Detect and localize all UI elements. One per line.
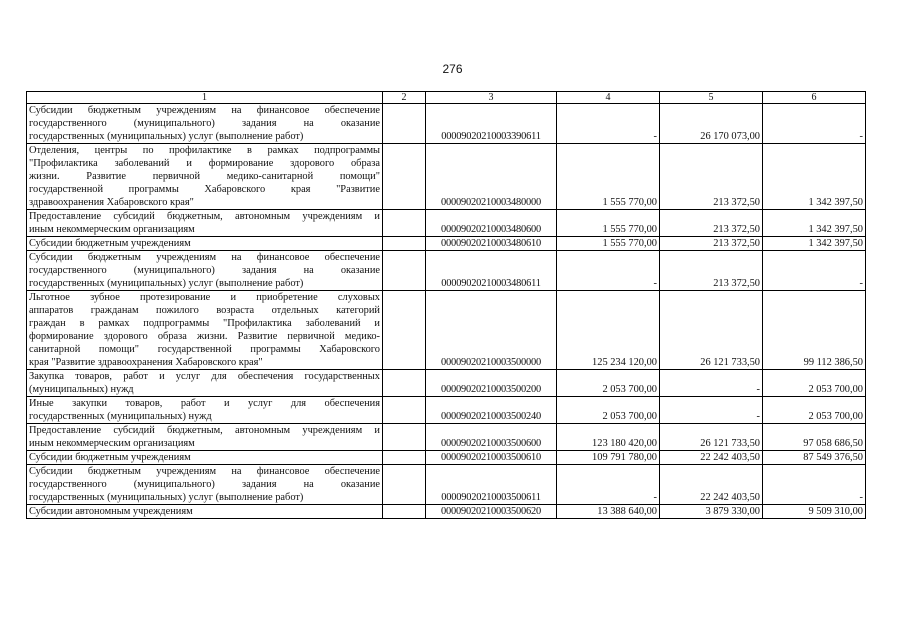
row-col2-cell (383, 370, 426, 397)
row-name-cell (27, 424, 383, 451)
row-name-line: Субсидии бюджетным учреждениям на финансовое обеспечение (29, 252, 380, 263)
row-value-col4: 125 234 120,00 (557, 291, 660, 370)
row-value-col6: 2 053 700,00 (763, 397, 866, 424)
row-name-line: государственных (муниципальных) услуг (выполнение работ) (29, 492, 304, 503)
row-value-col6: - (763, 465, 866, 505)
row-name-cell (27, 210, 383, 237)
row-code-cell: 00009020210003480000 (426, 144, 557, 210)
row-value-col4: 2 053 700,00 (557, 370, 660, 397)
row-value-col4: 109 791 780,00 (557, 451, 660, 465)
table-row (27, 104, 866, 144)
row-code-cell: 00009020210003500611 (426, 465, 557, 505)
row-name-line: здравоохранения Хабаровского края" (29, 197, 194, 208)
row-name-line: иным некоммерческим организациям (29, 438, 195, 449)
row-name-line: санитарной помощи" государственной программы Хабаровского (29, 344, 380, 355)
row-value-col6: - (763, 104, 866, 144)
row-value-col4: 123 180 420,00 (557, 424, 660, 451)
row-value-col5: 22 242 403,50 (660, 451, 763, 465)
row-value-col5: 213 372,50 (660, 144, 763, 210)
row-name-cell (27, 505, 383, 519)
row-name-line: аппаратов гражданам пожилого возраста отдельных категорий (29, 305, 380, 316)
row-col2-cell (383, 465, 426, 505)
row-code-cell: 00009020210003480611 (426, 251, 557, 291)
row-name-line: Иные закупки товаров, работ и услуг для обеспечения (29, 398, 380, 409)
row-name-line: "Профилактика заболеваний и формирование здорового образа (29, 158, 380, 169)
row-name-cell (27, 397, 383, 424)
row-name-cell (27, 451, 383, 465)
row-value-col5: 213 372,50 (660, 210, 763, 237)
row-value-col6: 2 053 700,00 (763, 370, 866, 397)
table-row (27, 465, 866, 505)
row-col2-cell (383, 210, 426, 237)
table-row (27, 144, 866, 210)
row-name-line: государственных (муниципальных) услуг (выполнение работ) (29, 131, 304, 142)
table-row (27, 237, 866, 251)
table-row (27, 370, 866, 397)
row-value-col6: 1 342 397,50 (763, 210, 866, 237)
row-name-line: Льготное зубное протезирование и приобретение слуховых (29, 292, 380, 303)
row-name-line: жизни. Развитие первичной медико-санитарной помощи" (29, 171, 380, 182)
row-value-col5: 3 879 330,00 (660, 505, 763, 519)
row-name-line: Субсидии бюджетным учреждениям на финансовое обеспечение (29, 466, 380, 477)
row-value-col6: 1 342 397,50 (763, 144, 866, 210)
row-code-cell: 00009020210003500000 (426, 291, 557, 370)
row-code-cell: 00009020210003500620 (426, 505, 557, 519)
row-value-col5: - (660, 370, 763, 397)
row-value-col5: 26 121 733,50 (660, 424, 763, 451)
table-row (27, 251, 866, 291)
row-value-col4: 2 053 700,00 (557, 397, 660, 424)
header-col-6: 6 (763, 92, 866, 104)
row-name-line: государственных (муниципальных) нужд (29, 411, 212, 422)
header-col-3: 3 (426, 92, 557, 104)
page-number: 276 (442, 62, 463, 76)
table-row (27, 505, 866, 519)
row-name-line: Субсидии бюджетным учреждениям (29, 238, 191, 249)
row-name-cell (27, 370, 383, 397)
row-name-line: государственного (муниципального) задания на оказание (29, 479, 380, 490)
table-row (27, 291, 866, 370)
row-value-col4: 1 555 770,00 (557, 237, 660, 251)
row-value-col6: - (763, 251, 866, 291)
row-name-line: государственных (муниципальных) услуг (выполнение работ) (29, 278, 304, 289)
row-code-cell: 00009020210003500200 (426, 370, 557, 397)
row-value-col4: - (557, 465, 660, 505)
row-name-line: государственного (муниципального) задания на оказание (29, 265, 380, 276)
row-value-col5: 26 121 733,50 (660, 291, 763, 370)
row-value-col4: 1 555 770,00 (557, 210, 660, 237)
row-code-cell: 00009020210003500610 (426, 451, 557, 465)
row-value-col6: 1 342 397,50 (763, 237, 866, 251)
row-col2-cell (383, 397, 426, 424)
row-name-cell (27, 291, 383, 370)
row-name-cell (27, 237, 383, 251)
header-col-2: 2 (383, 92, 426, 104)
header-col-4: 4 (557, 92, 660, 104)
row-name-line: формирование здорового образа жизни. Развитие первичной медико- (29, 331, 380, 342)
row-col2-cell (383, 424, 426, 451)
row-code-cell: 00009020210003390611 (426, 104, 557, 144)
row-name-line: Субсидии бюджетным учреждениям (29, 452, 191, 463)
table-row (27, 210, 866, 237)
row-col2-cell (383, 237, 426, 251)
row-name-line: Субсидии бюджетным учреждениям на финансовое обеспечение (29, 105, 380, 116)
row-value-col4: - (557, 251, 660, 291)
row-name-line: иным некоммерческим организациям (29, 224, 195, 235)
row-value-col5: 213 372,50 (660, 251, 763, 291)
row-col2-cell (383, 291, 426, 370)
row-name-cell (27, 465, 383, 505)
header-col-5: 5 (660, 92, 763, 104)
row-value-col4: - (557, 104, 660, 144)
row-name-line: Предоставление субсидий бюджетным, автономным учреждениям и (29, 211, 380, 222)
row-value-col5: 26 170 073,00 (660, 104, 763, 144)
budget-table (26, 91, 866, 519)
row-col2-cell (383, 251, 426, 291)
table-body (27, 92, 866, 519)
row-value-col6: 9 509 310,00 (763, 505, 866, 519)
row-name-line: граждан в рамках подпрограммы "Профилактика заболеваний и (29, 318, 380, 329)
header-row (27, 92, 866, 104)
row-value-col4: 13 388 640,00 (557, 505, 660, 519)
row-name-cell (27, 104, 383, 144)
row-col2-cell (383, 505, 426, 519)
row-name-line: Отделения, центры по профилактике в рамках подпрограммы (29, 145, 380, 156)
row-name-line: (муниципальных) нужд (29, 384, 134, 395)
row-value-col5: - (660, 397, 763, 424)
row-name-cell (27, 251, 383, 291)
row-name-line: Предоставление субсидий бюджетным, автономным учреждениям и (29, 425, 380, 436)
row-name-line: государственного (муниципального) задания на оказание (29, 118, 380, 129)
row-name-line: Закупка товаров, работ и услуг для обеспечения государственных (29, 371, 380, 382)
row-name-cell (27, 144, 383, 210)
header-col-1: 1 (27, 92, 383, 104)
table-row (27, 397, 866, 424)
row-name-line: Субсидии автономным учреждениям (29, 506, 193, 517)
row-col2-cell (383, 104, 426, 144)
row-value-col6: 99 112 386,50 (763, 291, 866, 370)
row-code-cell: 00009020210003480610 (426, 237, 557, 251)
table-row (27, 424, 866, 451)
table-row (27, 451, 866, 465)
row-value-col6: 97 058 686,50 (763, 424, 866, 451)
row-code-cell: 00009020210003500240 (426, 397, 557, 424)
row-col2-cell (383, 144, 426, 210)
row-name-line: государственной программы Хабаровского края "Развитие (29, 184, 380, 195)
row-code-cell: 00009020210003480600 (426, 210, 557, 237)
row-value-col5: 22 242 403,50 (660, 465, 763, 505)
row-name-line: края "Развитие здравоохранения Хабаровского края" (29, 357, 263, 368)
row-value-col4: 1 555 770,00 (557, 144, 660, 210)
row-value-col5: 213 372,50 (660, 237, 763, 251)
row-col2-cell (383, 451, 426, 465)
row-value-col6: 87 549 376,50 (763, 451, 866, 465)
row-code-cell: 00009020210003500600 (426, 424, 557, 451)
